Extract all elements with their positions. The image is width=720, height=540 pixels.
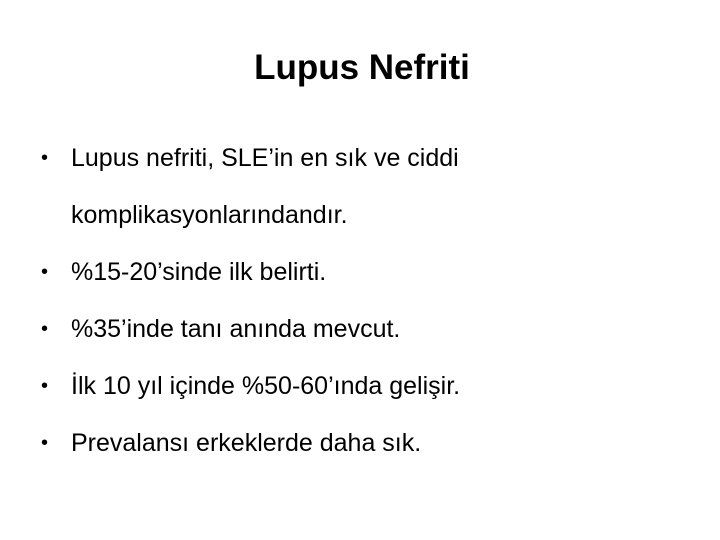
bullet-icon: • xyxy=(41,261,49,283)
bullet-item xyxy=(36,130,676,244)
slide-title: Lupus Nefriti xyxy=(254,48,470,87)
bullet-icon: • xyxy=(41,147,49,169)
bullet-icon: • xyxy=(41,432,49,454)
bullet-text: %15-20’sinde ilk belirti. xyxy=(71,258,327,286)
bullet-item xyxy=(36,301,676,358)
bullet-item xyxy=(36,244,676,301)
bullet-icon: • xyxy=(41,375,49,397)
bullet-text: %35’inde tanı anında mevcut. xyxy=(71,315,401,343)
bullet-item xyxy=(36,358,676,415)
bullet-text: İlk 10 yıl içinde %50-60’ında gelişir. xyxy=(71,372,461,400)
bullet-icon: • xyxy=(41,318,49,340)
bullet-text: Prevalansı erkeklerde daha sık. xyxy=(71,429,422,457)
bullet-text-line: komplikasyonlarındandır. xyxy=(71,201,348,229)
bullet-item xyxy=(36,415,676,472)
bullet-text-line: Lupus nefriti, SLE’in en sık ve ciddi xyxy=(71,144,459,172)
bullet-list xyxy=(36,130,676,472)
